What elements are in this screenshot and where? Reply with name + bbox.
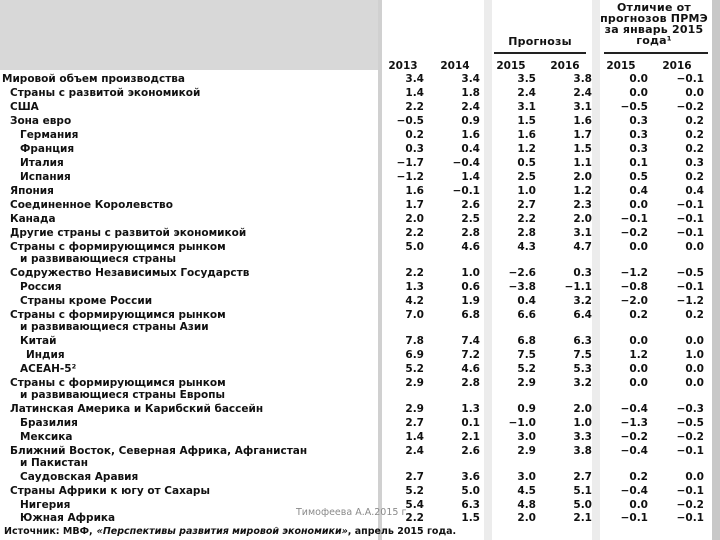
cell-2014: 4.6 (461, 363, 480, 375)
cell-diff-2015: 0.0 (629, 199, 648, 211)
cell-2016: 6.4 (573, 309, 592, 321)
cell-diff-2016: −0.2 (676, 431, 704, 443)
cell-2013: 7.0 (405, 309, 424, 321)
cell-2013: 2.2 (405, 267, 424, 279)
cell-2014: 0.4 (461, 143, 480, 155)
cell-diff-2015: −0.8 (620, 281, 648, 293)
source-note (4, 526, 456, 537)
cell-diff-2016: −0.1 (676, 281, 704, 293)
forecast-underline (494, 52, 586, 54)
cell-2014: 2.4 (461, 101, 480, 113)
cell-diff-2015: −0.2 (620, 227, 648, 239)
cell-2015: 0.5 (517, 157, 536, 169)
table-row (0, 363, 720, 376)
cell-2015: 1.2 (517, 143, 536, 155)
cell-2015: 1.5 (517, 115, 536, 127)
cell-2014: 0.9 (461, 115, 480, 127)
cell-2016: 5.3 (573, 363, 592, 375)
cell-diff-2015: 0.0 (629, 241, 648, 253)
row-label: Содружество Независимых Государств (10, 267, 250, 279)
cell-diff-2016: 0.2 (685, 309, 704, 321)
cell-2016: 3.8 (573, 73, 592, 85)
table-row (0, 431, 720, 444)
cell-2013: 6.9 (405, 349, 424, 361)
row-label: Латинская Америка и Карибский бассейн (10, 403, 264, 415)
cell-2016: 2.0 (573, 213, 592, 225)
cell-2016: 2.1 (573, 512, 592, 524)
row-label: Южная Африка (20, 512, 116, 524)
cell-2014: 1.5 (461, 512, 480, 524)
row-label: и развивающиеся страны Азии (20, 321, 209, 333)
cell-diff-2015: −0.5 (620, 101, 648, 113)
cell-2015: −1.0 (508, 417, 536, 429)
cell-2016: 3.8 (573, 445, 592, 457)
cell-2013: 2.4 (405, 445, 424, 457)
cell-diff-2015: 0.0 (629, 335, 648, 347)
cell-diff-2016: −0.1 (676, 73, 704, 85)
cell-diff-2015: 0.0 (629, 87, 648, 99)
row-label: Зона евро (10, 115, 72, 127)
cell-2013: 1.4 (405, 431, 424, 443)
row-label: Страны с формирующимся рынком (10, 377, 226, 389)
cell-2016: −1.1 (564, 281, 592, 293)
cell-diff-2016: −0.2 (676, 499, 704, 511)
year-header: 2015 (496, 60, 526, 72)
cell-2013: 2.2 (405, 101, 424, 113)
row-label: Мексика (20, 431, 73, 443)
table-row (0, 267, 720, 280)
cell-2015: 1.0 (517, 185, 536, 197)
year-header: 2015 (606, 60, 636, 72)
cell-2014: −0.4 (452, 157, 480, 169)
cell-2014: 6.3 (461, 499, 480, 511)
cell-2014: 2.6 (461, 445, 480, 457)
cell-diff-2016: −0.1 (676, 512, 704, 524)
cell-2013: 4.2 (405, 295, 424, 307)
cell-diff-2015: 0.1 (629, 157, 648, 169)
row-label: и Пакистан (20, 457, 89, 469)
cell-2016: 1.7 (573, 129, 592, 141)
cell-2013: 5.2 (405, 363, 424, 375)
cell-2016: 1.1 (573, 157, 592, 169)
cell-2015: 3.0 (517, 431, 536, 443)
row-label: Бразилия (20, 417, 78, 429)
cell-2016: 2.0 (573, 403, 592, 415)
diff-underline (604, 52, 708, 54)
row-label: Саудовская Аравия (20, 471, 139, 483)
cell-diff-2016: 0.0 (685, 377, 704, 389)
table-row (0, 87, 720, 100)
cell-diff-2015: −2.0 (620, 295, 648, 307)
table-row (0, 403, 720, 416)
table-row (0, 157, 720, 170)
cell-2016: 1.0 (573, 417, 592, 429)
row-label: Россия (20, 281, 62, 293)
cell-diff-2016: −1.2 (676, 295, 704, 307)
year-header: 2014 (440, 60, 470, 72)
cell-diff-2016: 0.3 (685, 157, 704, 169)
diff-header-title: Отличие от прогнозов ПРМЭ за январь 2015 года¹ (600, 1, 708, 47)
cell-2013: 2.2 (405, 227, 424, 239)
table-row (0, 389, 720, 402)
cell-2014: 0.6 (461, 281, 480, 293)
cell-diff-2016: −0.1 (676, 485, 704, 497)
table-row (0, 143, 720, 156)
cell-2013: 1.7 (405, 199, 424, 211)
cell-2016: 0.3 (573, 267, 592, 279)
cell-diff-2015: −0.1 (620, 213, 648, 225)
cell-2016: 5.0 (573, 499, 592, 511)
cell-2014: 2.8 (461, 227, 480, 239)
cell-2015: 1.6 (517, 129, 536, 141)
cell-diff-2015: 0.2 (629, 471, 648, 483)
table-row (0, 417, 720, 430)
source-label: Источник: МВФ, (4, 526, 93, 537)
table-row (0, 335, 720, 348)
cell-2014: 2.5 (461, 213, 480, 225)
cell-2015: 3.0 (517, 471, 536, 483)
cell-2013: 5.2 (405, 485, 424, 497)
row-label: Страны с развитой экономикой (10, 87, 201, 99)
cell-2014: 1.4 (461, 171, 480, 183)
cell-2013: 2.9 (405, 403, 424, 415)
cell-2015: 2.0 (517, 512, 536, 524)
cell-2013: 0.3 (405, 143, 424, 155)
table-row (0, 471, 720, 484)
cell-2015: 4.8 (517, 499, 536, 511)
cell-diff-2016: 0.2 (685, 129, 704, 141)
cell-2013: 3.4 (405, 73, 424, 85)
cell-2014: 1.3 (461, 403, 480, 415)
cell-2016: 2.3 (573, 199, 592, 211)
cell-2015: 0.9 (517, 403, 536, 415)
cell-diff-2015: −1.2 (620, 267, 648, 279)
cell-2013: 1.4 (405, 87, 424, 99)
cell-2013: 2.7 (405, 471, 424, 483)
cell-2016: 5.1 (573, 485, 592, 497)
row-label: Другие страны с развитой экономикой (10, 227, 247, 239)
row-label: Франция (20, 143, 75, 155)
cell-2015: 3.5 (517, 73, 536, 85)
cell-2016: 3.2 (573, 377, 592, 389)
cell-2014: 1.9 (461, 295, 480, 307)
cell-2016: 1.5 (573, 143, 592, 155)
cell-diff-2016: −0.5 (676, 267, 704, 279)
row-label: Мировой объем производства (2, 73, 186, 85)
table-row (0, 349, 720, 362)
table-row (0, 281, 720, 294)
year-header: 2016 (662, 60, 692, 72)
row-label: и развивающиеся страны Европы (20, 389, 225, 401)
cell-2014: 1.8 (461, 87, 480, 99)
cell-diff-2016: −0.3 (676, 403, 704, 415)
cell-2014: 1.6 (461, 129, 480, 141)
cell-diff-2015: −0.1 (620, 512, 648, 524)
row-label: Италия (20, 157, 64, 169)
row-label: Германия (20, 129, 79, 141)
row-label: Соединенное Королевство (10, 199, 173, 211)
source-title: «Перспективы развития мировой экономики» (96, 526, 348, 537)
cell-diff-2015: 0.0 (629, 363, 648, 375)
row-label: Ближний Восток, Северная Африка, Афганистан (10, 445, 308, 457)
row-label: Канада (10, 213, 56, 225)
cell-2015: 2.9 (517, 445, 536, 457)
cell-2016: 4.7 (573, 241, 592, 253)
cell-2015: 0.4 (517, 295, 536, 307)
cell-diff-2015: 0.2 (629, 309, 648, 321)
cell-2014: 0.1 (461, 417, 480, 429)
cell-2015: 2.5 (517, 171, 536, 183)
year-header: 2016 (550, 60, 580, 72)
cell-diff-2016: 0.0 (685, 471, 704, 483)
table-row (0, 73, 720, 86)
cell-diff-2015: 0.0 (629, 73, 648, 85)
cell-2013: 5.4 (405, 499, 424, 511)
cell-diff-2015: −0.4 (620, 485, 648, 497)
row-label: Индия (26, 349, 65, 361)
cell-2013: 7.8 (405, 335, 424, 347)
cell-diff-2015: 0.3 (629, 143, 648, 155)
cell-2013: 0.2 (405, 129, 424, 141)
cell-diff-2015: 0.4 (629, 185, 648, 197)
cell-2015: 5.2 (517, 363, 536, 375)
cell-diff-2015: 0.0 (629, 499, 648, 511)
row-label: США (10, 101, 39, 113)
cell-2016: 1.6 (573, 115, 592, 127)
cell-2013: −1.7 (396, 157, 424, 169)
cell-2016: 6.3 (573, 335, 592, 347)
cell-2016: 2.4 (573, 87, 592, 99)
cell-2016: 3.3 (573, 431, 592, 443)
cell-2014: 6.8 (461, 309, 480, 321)
cell-diff-2016: −0.1 (676, 227, 704, 239)
cell-diff-2016: 0.2 (685, 115, 704, 127)
row-label: Страны Африки к югу от Сахары (10, 485, 210, 497)
cell-diff-2016: 0.2 (685, 143, 704, 155)
cell-2016: 7.5 (573, 349, 592, 361)
cell-2013: 5.0 (405, 241, 424, 253)
cell-2016: 2.0 (573, 171, 592, 183)
cell-diff-2016: −0.1 (676, 213, 704, 225)
cell-2013: −1.2 (396, 171, 424, 183)
cell-2015: 3.1 (517, 101, 536, 113)
table-row (0, 321, 720, 334)
cell-diff-2015: −0.4 (620, 403, 648, 415)
cell-2016: 3.1 (573, 101, 592, 113)
cell-2014: 7.4 (461, 335, 480, 347)
cell-2014: 1.0 (461, 267, 480, 279)
header-shade-left (0, 0, 378, 70)
cell-2014: 7.2 (461, 349, 480, 361)
cell-diff-2015: −1.3 (620, 417, 648, 429)
row-label: Япония (10, 185, 54, 197)
row-label: АСЕАН-5² (20, 363, 77, 375)
cell-diff-2016: 1.0 (685, 349, 704, 361)
cell-2015: −2.6 (508, 267, 536, 279)
cell-2016: 2.7 (573, 471, 592, 483)
row-label: Нигерия (20, 499, 71, 511)
cell-diff-2016: 0.0 (685, 87, 704, 99)
row-label: и развивающиеся страны (20, 253, 177, 265)
table-row (0, 253, 720, 266)
cell-diff-2016: −0.2 (676, 101, 704, 113)
cell-2013: 2.7 (405, 417, 424, 429)
table-row (0, 185, 720, 198)
cell-diff-2015: 1.2 (629, 349, 648, 361)
cell-diff-2015: 0.0 (629, 377, 648, 389)
source-date: , апрель 2015 года. (347, 526, 457, 537)
row-label: Испания (20, 171, 71, 183)
cell-diff-2016: −0.1 (676, 199, 704, 211)
table-row (0, 171, 720, 184)
cell-2014: 2.8 (461, 377, 480, 389)
cell-2015: 6.6 (517, 309, 536, 321)
table-row (0, 129, 720, 142)
cell-diff-2015: −0.4 (620, 445, 648, 457)
table-row (0, 101, 720, 114)
row-label: Китай (20, 335, 57, 347)
cell-2015: 2.4 (517, 87, 536, 99)
cell-diff-2015: 0.5 (629, 171, 648, 183)
cell-diff-2016: 0.0 (685, 241, 704, 253)
cell-2015: 2.8 (517, 227, 536, 239)
cell-2014: 5.0 (461, 485, 480, 497)
cell-2014: 2.6 (461, 199, 480, 211)
cell-diff-2016: 0.4 (685, 185, 704, 197)
cell-2014: 4.6 (461, 241, 480, 253)
cell-2015: 7.5 (517, 349, 536, 361)
row-label: Страны кроме России (20, 295, 153, 307)
cell-2016: 3.2 (573, 295, 592, 307)
table-row (0, 457, 720, 470)
cell-diff-2016: −0.1 (676, 445, 704, 457)
cell-2013: 2.0 (405, 213, 424, 225)
cell-2014: −0.1 (452, 185, 480, 197)
forecast-header-title: Прогнозы (508, 35, 572, 48)
cell-2016: 1.2 (573, 185, 592, 197)
table-row (0, 485, 720, 498)
cell-2013: 2.9 (405, 377, 424, 389)
cell-diff-2016: −0.5 (676, 417, 704, 429)
table-row (0, 199, 720, 212)
cell-diff-2016: 0.0 (685, 363, 704, 375)
cell-2013: 1.6 (405, 185, 424, 197)
cell-2015: 2.2 (517, 213, 536, 225)
row-label: Страны с формирующимся рынком (10, 241, 226, 253)
author-watermark: Тимофеева А.А.2015 г. (296, 507, 410, 518)
table-row (0, 213, 720, 226)
cell-2013: 1.3 (405, 281, 424, 293)
cell-diff-2015: −0.2 (620, 431, 648, 443)
table-row (0, 227, 720, 240)
cell-2014: 2.1 (461, 431, 480, 443)
table-row (0, 295, 720, 308)
cell-2015: 4.5 (517, 485, 536, 497)
cell-diff-2016: 0.0 (685, 335, 704, 347)
cell-2015: 2.9 (517, 377, 536, 389)
cell-2016: 3.1 (573, 227, 592, 239)
table-row (0, 115, 720, 128)
cell-2013: −0.5 (396, 115, 424, 127)
cell-2015: −3.8 (508, 281, 536, 293)
cell-2015: 2.7 (517, 199, 536, 211)
cell-diff-2016: 0.2 (685, 171, 704, 183)
year-header: 2013 (388, 60, 418, 72)
cell-2014: 3.6 (461, 471, 480, 483)
row-label: Страны с формирующимся рынком (10, 309, 226, 321)
cell-2015: 4.3 (517, 241, 536, 253)
cell-2013: 2.2 (405, 512, 424, 524)
cell-diff-2015: 0.3 (629, 115, 648, 127)
cell-2015: 6.8 (517, 335, 536, 347)
cell-2014: 3.4 (461, 73, 480, 85)
cell-diff-2015: 0.3 (629, 129, 648, 141)
